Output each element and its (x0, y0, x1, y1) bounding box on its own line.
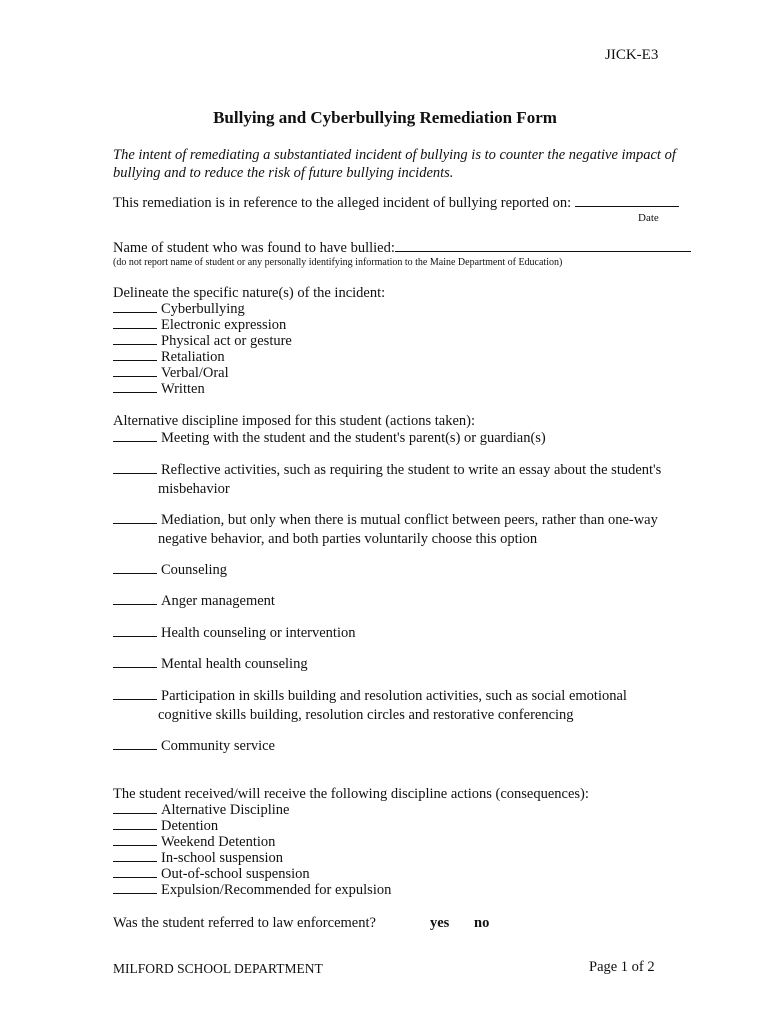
intro-text: The intent of remediating a substantiated incident of bullying is to counter the negative impact of bullying and to reduce the risk of future bullying incidents. (113, 147, 676, 181)
alternative-item (113, 592, 713, 611)
nature-item-label: Verbal/Oral (161, 365, 229, 381)
checkbox-blank[interactable] (113, 818, 157, 830)
alternative-item-label: Meeting with the student and the student's parent(s) or guardian(s) (161, 430, 546, 446)
nature-item-label: Physical act or gesture (161, 333, 292, 349)
consequence-item (113, 834, 275, 851)
consequence-item-label: Weekend Detention (161, 834, 276, 850)
alternative-item (113, 561, 713, 580)
consequence-item-label: Out-of-school suspension (161, 866, 310, 882)
student-note: (do not report name of student or any personally identifying information to the Maine Department of Education) (113, 257, 563, 268)
nature-item-label: Cyberbullying (161, 301, 245, 317)
nature-item-label: Retaliation (161, 349, 225, 365)
checkbox-blank[interactable] (113, 365, 157, 377)
nature-heading: Delineate the specific nature(s) of the incident: (113, 285, 386, 301)
nature-item (113, 349, 225, 366)
nature-item (113, 365, 229, 382)
student-label: Name of student who was found to have bullied: (113, 240, 395, 256)
date-field[interactable] (575, 194, 679, 207)
alternative-item-label: Health counseling or intervention (161, 625, 356, 641)
alternative-item-label: Counseling (161, 562, 228, 578)
alternative-item-label: Mediation, but only when there is mutual conflict between peers, rather than one-way (161, 512, 658, 528)
checkbox-blank[interactable] (113, 866, 157, 878)
alternative-item (113, 461, 713, 499)
alternative-item (113, 624, 713, 643)
student-line (113, 239, 691, 257)
consequences-heading: The student received/will receive the following discipline actions (consequences): (113, 786, 589, 802)
alternative-item-continuation: misbehavior (158, 481, 230, 497)
alternative-heading: Alternative discipline imposed for this student (actions taken): (113, 413, 476, 429)
checkbox-blank[interactable] (113, 802, 157, 814)
checkbox-blank[interactable] (113, 688, 157, 700)
consequence-item (113, 866, 310, 883)
reference-text: This remediation is in reference to the alleged incident of bullying reported on: (113, 195, 572, 211)
alternative-item-label: Mental health counseling (161, 656, 308, 672)
alternative-item-continuation: negative behavior, and both parties voluntarily choose this option (158, 531, 538, 547)
page-title: Bullying and Cyberbullying Remediation Form (213, 108, 557, 127)
law-yes-option[interactable]: yes (430, 915, 450, 931)
student-name-field[interactable] (395, 239, 691, 252)
alternative-item-label: Anger management (161, 593, 275, 609)
date-label: Date (638, 212, 659, 224)
alternative-item (113, 511, 713, 549)
consequence-item (113, 818, 218, 835)
consequence-item (113, 850, 283, 867)
checkbox-blank[interactable] (113, 850, 157, 862)
checkbox-blank[interactable] (113, 333, 157, 345)
checkbox-blank[interactable] (113, 593, 157, 605)
law-no-option[interactable]: no (474, 915, 490, 931)
alternative-item-continuation: cognitive skills building, resolution circles and restorative conferencing (158, 707, 574, 723)
law-question: Was the student referred to law enforcement? (113, 915, 376, 931)
footer-department: MILFORD SCHOOL DEPARTMENT (113, 961, 323, 976)
checkbox-blank[interactable] (113, 430, 157, 442)
consequence-item-label: Detention (161, 818, 219, 834)
footer-page-number: Page 1 of 2 (589, 959, 655, 975)
alternative-item (113, 655, 713, 674)
checkbox-blank[interactable] (113, 462, 157, 474)
checkbox-blank[interactable] (113, 317, 157, 329)
reference-line (113, 194, 679, 212)
checkbox-blank[interactable] (113, 882, 157, 894)
alternative-item-label: Participation in skills building and resolution activities, such as social emotional (161, 688, 627, 704)
alternative-item (113, 429, 713, 448)
checkbox-blank[interactable] (113, 738, 157, 750)
checkbox-blank[interactable] (113, 301, 157, 313)
alternative-item (113, 687, 713, 725)
checkbox-blank[interactable] (113, 381, 157, 393)
checkbox-blank[interactable] (113, 512, 157, 524)
nature-item (113, 301, 245, 318)
consequence-item-label: Alternative Discipline (161, 802, 290, 818)
consequence-item (113, 882, 391, 899)
nature-item (113, 333, 292, 350)
nature-item-label: Written (161, 381, 205, 397)
checkbox-blank[interactable] (113, 834, 157, 846)
alternative-item (113, 737, 713, 756)
checkbox-blank[interactable] (113, 349, 157, 361)
nature-item-label: Electronic expression (161, 317, 287, 333)
checkbox-blank[interactable] (113, 625, 157, 637)
nature-item (113, 381, 205, 398)
checkbox-blank[interactable] (113, 656, 157, 668)
alternative-item-label: Reflective activities, such as requiring the student to write an essay about the student's (161, 462, 662, 478)
alternative-item-label: Community service (161, 738, 275, 754)
checkbox-blank[interactable] (113, 562, 157, 574)
nature-item (113, 317, 286, 334)
consequence-item-label: In-school suspension (161, 850, 284, 866)
consequence-item-label: Expulsion/Recommended for expulsion (161, 882, 392, 898)
form-code: JICK-E3 (605, 47, 659, 63)
consequence-item (113, 802, 289, 819)
